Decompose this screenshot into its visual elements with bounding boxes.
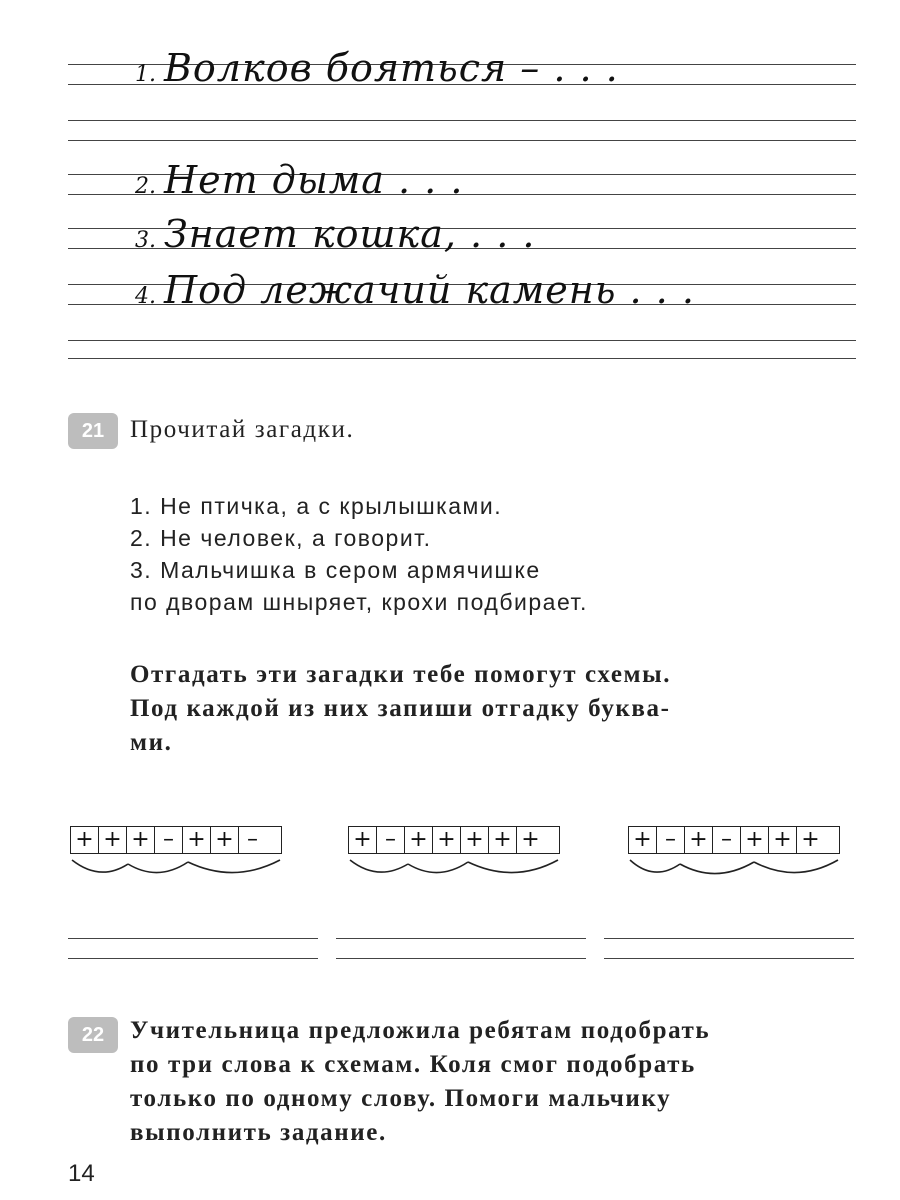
- scheme-cell: +: [211, 827, 239, 853]
- riddles-list: [130, 490, 588, 618]
- proverb-number: 2.: [135, 174, 156, 199]
- answer-line-3b[interactable]: [604, 958, 854, 959]
- scheme-cell: –: [247, 827, 258, 852]
- proverb-1: [135, 46, 619, 90]
- scheme-cell: +: [741, 827, 769, 853]
- scheme-cells: [70, 826, 282, 854]
- word-scheme-1: [70, 826, 282, 884]
- proverb-text: Знает кошка, . . .: [164, 212, 536, 256]
- proverb-number: 1.: [135, 62, 156, 87]
- word-scheme-2: [348, 826, 560, 884]
- scheme-cell: –: [377, 827, 405, 853]
- scheme-cell: +: [405, 827, 433, 853]
- scheme-cell: –: [713, 827, 741, 853]
- answer-line-2a[interactable]: [336, 938, 586, 939]
- proverb-4: [135, 268, 695, 312]
- proverb-number: 4.: [135, 284, 156, 309]
- answer-line-3a[interactable]: [604, 938, 854, 939]
- scheme-cell: +: [685, 827, 713, 853]
- answer-line-1b[interactable]: [68, 958, 318, 959]
- word-scheme-3: [628, 826, 840, 884]
- task-22-line-4: выполнить задание.: [130, 1119, 387, 1146]
- scheme-cell: +: [801, 827, 820, 852]
- proverb-text: Под лежачий камень . . .: [164, 268, 695, 312]
- scheme-cell: –: [657, 827, 685, 853]
- proverb-number: 3.: [135, 228, 156, 253]
- task-22-line-2: по три слова к схемам. Коля смог подобрать: [130, 1051, 696, 1078]
- scheme-cell: +: [489, 827, 517, 853]
- proverb-text: Нет дыма . . .: [164, 158, 464, 202]
- proverb-text: Волков бояться – . . .: [164, 46, 619, 90]
- scheme-cell: +: [461, 827, 489, 853]
- task-21-prompt: [130, 658, 850, 760]
- proverb-3: [135, 212, 535, 256]
- answer-line-2b[interactable]: [336, 958, 586, 959]
- scheme-cell: +: [769, 827, 797, 853]
- riddle-3: 3. Мальчишка в сером армячишке: [130, 557, 541, 583]
- page-number: 14: [68, 1160, 95, 1187]
- morpheme-arcs: [348, 856, 560, 884]
- task-22-line-1: Учительница предложила ребятам подобрать: [130, 1017, 711, 1044]
- proverb-2: [135, 158, 463, 202]
- scheme-cell: +: [127, 827, 155, 853]
- scheme-cells: [348, 826, 560, 854]
- scheme-cells: [628, 826, 840, 854]
- task-22-line-3: только по одному слову. Помоги мальчику: [130, 1085, 672, 1112]
- morpheme-arcs: [628, 856, 840, 884]
- riddle-1: 1. Не птичка, а с крылышками.: [130, 493, 503, 519]
- scheme-cell: +: [433, 827, 461, 853]
- scheme-cell: +: [521, 827, 540, 852]
- prompt-line-2: Под каждой из них запиши отгадку буква-: [130, 695, 671, 722]
- task-21-instruction: Прочитай загадки.: [130, 416, 355, 443]
- answer-line-1a[interactable]: [68, 938, 318, 939]
- task-22-text: [130, 1014, 850, 1150]
- scheme-cell: +: [629, 827, 657, 853]
- scheme-cell: +: [71, 827, 99, 853]
- scheme-cell: –: [155, 827, 183, 853]
- scheme-cell: +: [349, 827, 377, 853]
- morpheme-arcs: [70, 856, 282, 884]
- task-21-badge: 21: [68, 413, 118, 449]
- prompt-line-1: Отгадать эти загадки тебе помогут схемы.: [130, 661, 672, 688]
- prompt-line-3: ми.: [130, 729, 173, 756]
- scheme-cell: +: [183, 827, 211, 853]
- riddle-2: 2. Не человек, а говорит.: [130, 525, 432, 551]
- riddle-3-continuation: по дворам шныряет, крохи подбирает.: [130, 589, 588, 615]
- scheme-cell: +: [99, 827, 127, 853]
- task-22-badge: 22: [68, 1017, 118, 1053]
